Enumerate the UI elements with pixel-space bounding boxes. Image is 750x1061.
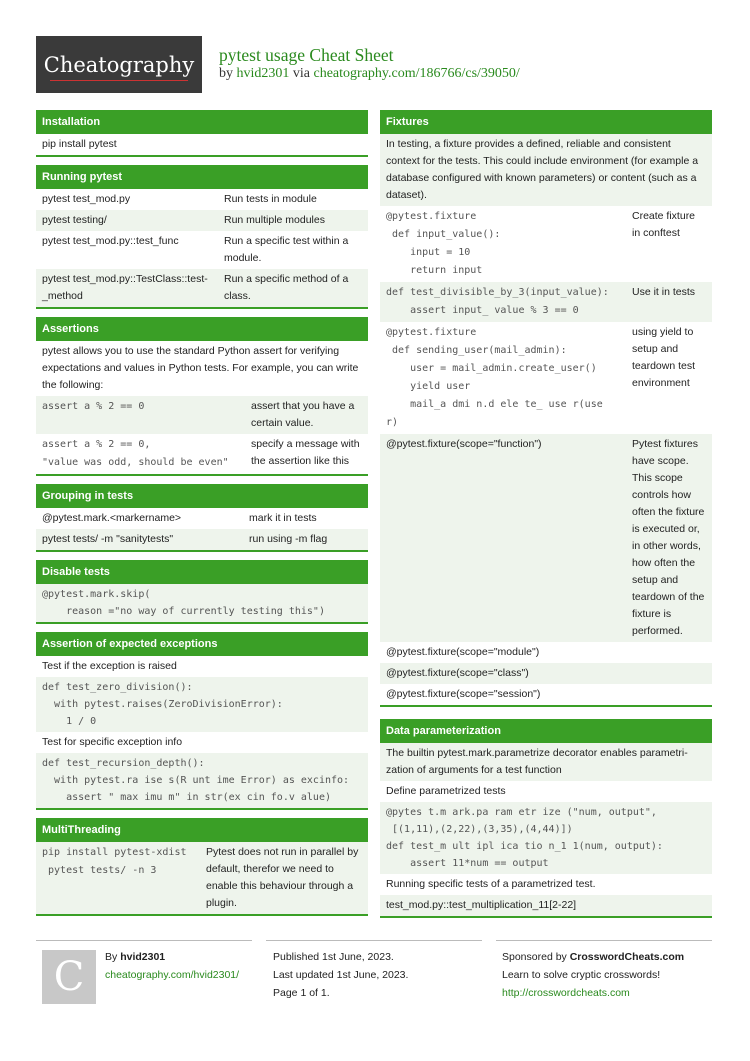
- table-row: [36, 396, 368, 434]
- sheet-url-link[interactable]: cheatography.com/186766/cs/39050/: [313, 66, 520, 81]
- list-item: @pytest.fixture(scope="class"): [380, 663, 712, 684]
- table-row: [36, 210, 368, 231]
- sponsor-link[interactable]: http://crosswordcheats.com: [502, 987, 630, 999]
- description-cell: Use it in tests: [632, 286, 696, 298]
- table-row: [380, 322, 712, 434]
- table-row: [36, 529, 368, 550]
- code-block: def test_recursion_depth(): with pytest.ra ise s(R unt ime Error) as excinfo: assert " max imu m" in str(ex cin fo.v alue): [36, 753, 368, 808]
- code-block: @pytes t.m ark.pa ram etr ize ("num, output", [(1,11),(2,22),(3,35),(4,44)]) def test_m ult ipl ica tio n_1 1(num, output): assert 11*num == output: [380, 802, 712, 874]
- code-cell: assert a % 2 == 0: [42, 401, 145, 412]
- description-cell: Pytest does not run in parallel by default, therefor we need to enable this behaviour through a plugin.: [206, 846, 359, 909]
- description-cell: Run multiple modules: [224, 214, 325, 226]
- code-cell: pip install pytest-xdist pytest tests/ -n 3: [42, 847, 187, 876]
- sponsor-line: [502, 948, 684, 966]
- command-cell: pytest test_mod.py::TestClass::test-_method: [42, 273, 208, 302]
- section-title: Assertions: [36, 317, 368, 341]
- description-cell: Run a specific test within a module.: [224, 235, 349, 264]
- description-cell: using yield to setup and teardown test environment: [632, 326, 696, 389]
- updated-date: Last updated 1st June, 2023.: [273, 969, 409, 981]
- section-title: Disable tests: [36, 560, 368, 584]
- table-row: [36, 269, 368, 307]
- table-row: [36, 842, 368, 914]
- footer-sponsor-block: [502, 948, 684, 1002]
- code-cell: @pytest.fixture def sending_user(mail_admin): user = mail_admin.create_user() yield user mail_a dmi n.d ele te_ use r(use r): [386, 327, 603, 428]
- sponsor-name[interactable]: CrosswordCheats.com: [569, 951, 685, 963]
- description-cell: specify a message with the assertion like this: [251, 438, 360, 467]
- command-cell: pytest test_mod.py: [42, 193, 131, 205]
- cheatography-logo[interactable]: [36, 36, 202, 93]
- description-cell: assert that you have a certain value.: [251, 400, 355, 429]
- code-cell: @pytest.fixture def input_value(): input = 10 return input: [386, 211, 501, 276]
- code-label: Test if the exception is raised: [42, 660, 177, 672]
- table-row: [36, 434, 368, 474]
- footer-by: By: [105, 951, 118, 963]
- footer-author-name[interactable]: hvid2301: [120, 951, 166, 963]
- disable-section: [36, 560, 368, 624]
- table-row: [380, 206, 712, 282]
- description-cell: mark it in tests: [249, 512, 317, 524]
- code-label: Test for specific exception info: [42, 736, 183, 748]
- table-row: [380, 434, 712, 642]
- command-cell: @pytest.mark.<markername>: [42, 512, 182, 524]
- section-title: Data parameterization: [380, 719, 712, 743]
- footer-author-block: [105, 948, 239, 984]
- section-intro: In testing, a fixture provides a defined, reliable and consistent context for the tests. This could include environment (for example a database configured with known parameters) or content (such as a dataset).: [380, 134, 712, 206]
- assertions-section: [36, 317, 368, 476]
- logo-underline: [50, 80, 188, 81]
- code-cell: assert a % 2 == 0, "value was odd, should be even": [42, 439, 229, 468]
- footer-divider: [36, 940, 252, 941]
- author-link[interactable]: hvid2301: [236, 66, 290, 81]
- table-row: [36, 508, 368, 529]
- section-title: Fixtures: [380, 110, 712, 134]
- author-avatar[interactable]: C: [42, 950, 96, 1004]
- description-cell: Run a specific method of a class.: [224, 273, 349, 302]
- description-cell: Run tests in module: [224, 193, 317, 205]
- footer-author-link[interactable]: cheatography.com/hvid2301/: [105, 969, 240, 981]
- command-cell: pytest testing/: [42, 214, 107, 226]
- command-cell: pytest tests/ -m "sanitytests": [42, 533, 174, 545]
- code-cell: def test_divisible_by_3(input_value): assert input_ value % 3 == 0: [386, 287, 609, 316]
- page-number: Page 1 of 1.: [273, 987, 330, 999]
- exceptions-section: [36, 632, 368, 810]
- description-cell: run using -m flag: [249, 533, 328, 545]
- list-item: @pytest.fixture(scope="session"): [386, 688, 541, 700]
- sponsor-tagline: Learn to solve cryptic crosswords!: [502, 969, 661, 981]
- description-cell: Pytest fixtures have scope. This scope controls how often the fixture is executed or, in other words, how often the setup and teardown of the fixture is performed.: [632, 438, 705, 637]
- byline-by: by: [219, 66, 233, 81]
- table-row: [380, 282, 712, 322]
- installation-section: [36, 110, 368, 157]
- command-cell: @pytest.fixture(scope="function"): [386, 438, 542, 450]
- footer-author-line: [105, 948, 239, 966]
- multithreading-section: [36, 818, 368, 916]
- byline-via: via: [292, 66, 310, 81]
- footer-dates-block: [273, 948, 408, 1002]
- page-header: [36, 36, 716, 93]
- published-date: Published 1st June, 2023.: [273, 951, 394, 963]
- sheet-title[interactable]: pytest usage Cheat Sheet: [219, 45, 394, 65]
- footer-divider: [496, 940, 712, 941]
- section-title: Grouping in tests: [36, 484, 368, 508]
- list-item: pip install pytest: [42, 138, 117, 150]
- code-block: def test_zero_division(): with pytest.raises(ZeroDivisionError): 1 / 0: [36, 677, 368, 732]
- byline: [219, 66, 520, 82]
- code-label: Define parametrized tests: [386, 785, 506, 797]
- parameterization-section: [380, 719, 712, 918]
- section-intro: pytest allows you to use the standard Python assert for verifying expectations and values in Python tests. For example, you can write the following:: [42, 345, 359, 391]
- running-section: [36, 165, 368, 309]
- logo-text: Cheatography: [43, 52, 195, 77]
- section-title: Installation: [36, 110, 368, 134]
- code-block: @pytest.mark.skip( reason ="no way of currently testing this"): [36, 584, 368, 622]
- command-line: test_mod.py::test_multiplication_11[2-22]: [380, 895, 712, 916]
- list-item: @pytest.fixture(scope="module"): [386, 646, 540, 658]
- grouping-section: [36, 484, 368, 552]
- fixtures-section: [380, 110, 712, 707]
- code-label: Running specific tests of a parametrized test.: [386, 878, 596, 890]
- left-column: [36, 110, 368, 924]
- section-title: Assertion of expected exceptions: [36, 632, 368, 656]
- sponsored-by: Sponsored by: [502, 951, 567, 963]
- section-intro: The builtin pytest.mark.parametrize decorator enables parametri-zation of arguments for a test function: [380, 743, 712, 781]
- description-cell: Create fixture in conftest: [632, 210, 696, 239]
- table-row: [36, 231, 368, 269]
- command-cell: pytest test_mod.py::test_func: [42, 235, 179, 247]
- table-row: [36, 189, 368, 210]
- page-footer: [36, 940, 712, 1020]
- section-title: Running pytest: [36, 165, 368, 189]
- footer-divider: [266, 940, 482, 941]
- section-title: MultiThreading: [36, 818, 368, 842]
- right-column: [380, 110, 712, 926]
